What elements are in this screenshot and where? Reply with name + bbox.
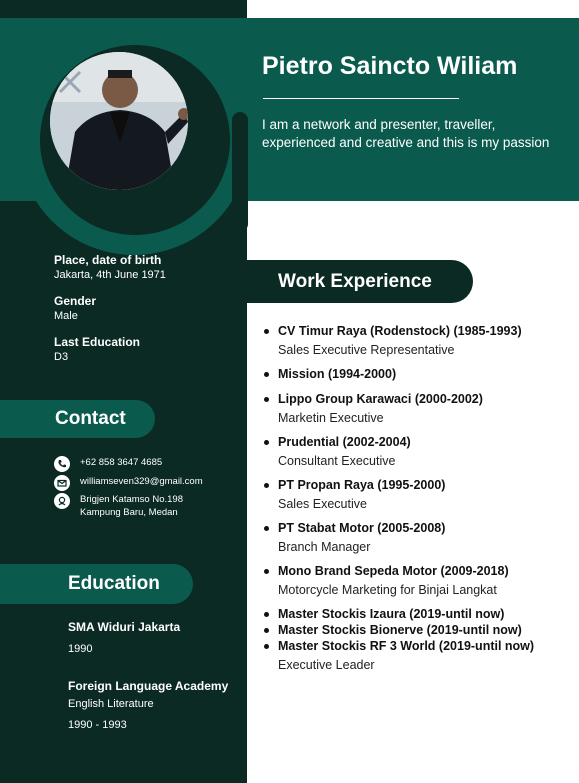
work-heading: Work Experience <box>247 260 473 303</box>
info-birth <box>54 253 166 283</box>
name-divider <box>263 98 459 99</box>
education-item <box>68 678 228 733</box>
profile-name: Pietro Saincto Wiliam <box>262 52 518 80</box>
work-company: PT Stabat Motor (2005-2008) <box>278 521 446 535</box>
location-icon <box>54 493 70 509</box>
work-role: Executive Leader <box>278 658 375 672</box>
contact-address-line: Brigjen Katamso No.198 <box>80 494 183 505</box>
photo-ring-cut <box>232 112 248 232</box>
info-education <box>54 335 140 365</box>
profile-photo <box>50 52 188 190</box>
work-role: Branch Manager <box>278 540 371 554</box>
work-item <box>262 520 572 556</box>
work-role: Sales Executive <box>278 497 367 511</box>
contact-heading: Contact <box>0 400 155 438</box>
education-heading: Education <box>0 564 193 604</box>
work-company: Master Stockis Bionerve (2019-until now) <box>278 623 522 637</box>
info-label: Last Education <box>54 335 141 349</box>
work-company: Mission (1994-2000) <box>278 367 397 381</box>
profile-tagline: I am a network and presenter, traveller, experienced and creative and this is my passion <box>262 117 550 150</box>
work-item <box>262 366 572 382</box>
contact-email-text: williamseven329@gmail.com <box>80 476 203 487</box>
work-role: Motorcycle Marketing for Binjai Langkat <box>278 583 497 597</box>
email-icon <box>54 475 70 491</box>
info-value: Male <box>54 310 78 322</box>
work-item <box>262 606 572 622</box>
education-school: Foreign Language Academy <box>68 679 229 693</box>
info-gender <box>54 294 96 324</box>
work-role: Sales Executive Representative <box>278 343 455 357</box>
contact-email <box>54 475 203 491</box>
contact-address-line: Kampung Baru, Medan <box>80 507 178 518</box>
info-value: Jakarta, 4th June 1971 <box>54 269 166 281</box>
contact-phone <box>54 456 162 472</box>
work-company: Master Stockis Izaura (2019-until now) <box>278 607 505 621</box>
contact-address <box>54 493 183 519</box>
work-item <box>262 622 572 638</box>
work-company: Prudential (2002-2004) <box>278 435 411 449</box>
work-role: Consultant Executive <box>278 454 396 468</box>
education-school: SMA Widuri Jakarta <box>68 620 181 634</box>
contact-phone-text: +62 858 3647 4685 <box>80 457 163 468</box>
work-item <box>262 477 572 513</box>
work-item <box>262 563 572 599</box>
work-list <box>262 323 572 674</box>
work-item <box>262 323 572 359</box>
phone-icon <box>54 456 70 472</box>
work-item <box>262 391 572 427</box>
work-company: Mono Brand Sepeda Motor (2009-2018) <box>278 564 509 578</box>
work-item <box>262 638 572 674</box>
work-role: Marketin Executive <box>278 411 384 425</box>
work-company: Master Stockis RF 3 World (2019-until now) <box>278 639 535 653</box>
info-label: Gender <box>54 294 97 308</box>
education-years: 1990 <box>68 643 93 655</box>
work-company: PT Propan Raya (1995-2000) <box>278 478 446 492</box>
education-detail: English Literature <box>68 698 154 710</box>
education-years: 1990 - 1993 <box>68 719 127 731</box>
work-company: Lippo Group Karawaci (2000-2002) <box>278 392 483 406</box>
education-item <box>68 619 180 657</box>
work-item <box>262 434 572 470</box>
work-company: CV Timur Raya (Rodenstock) (1985-1993) <box>278 324 522 338</box>
info-value: D3 <box>54 351 69 363</box>
info-label: Place, date of birth <box>54 253 162 267</box>
